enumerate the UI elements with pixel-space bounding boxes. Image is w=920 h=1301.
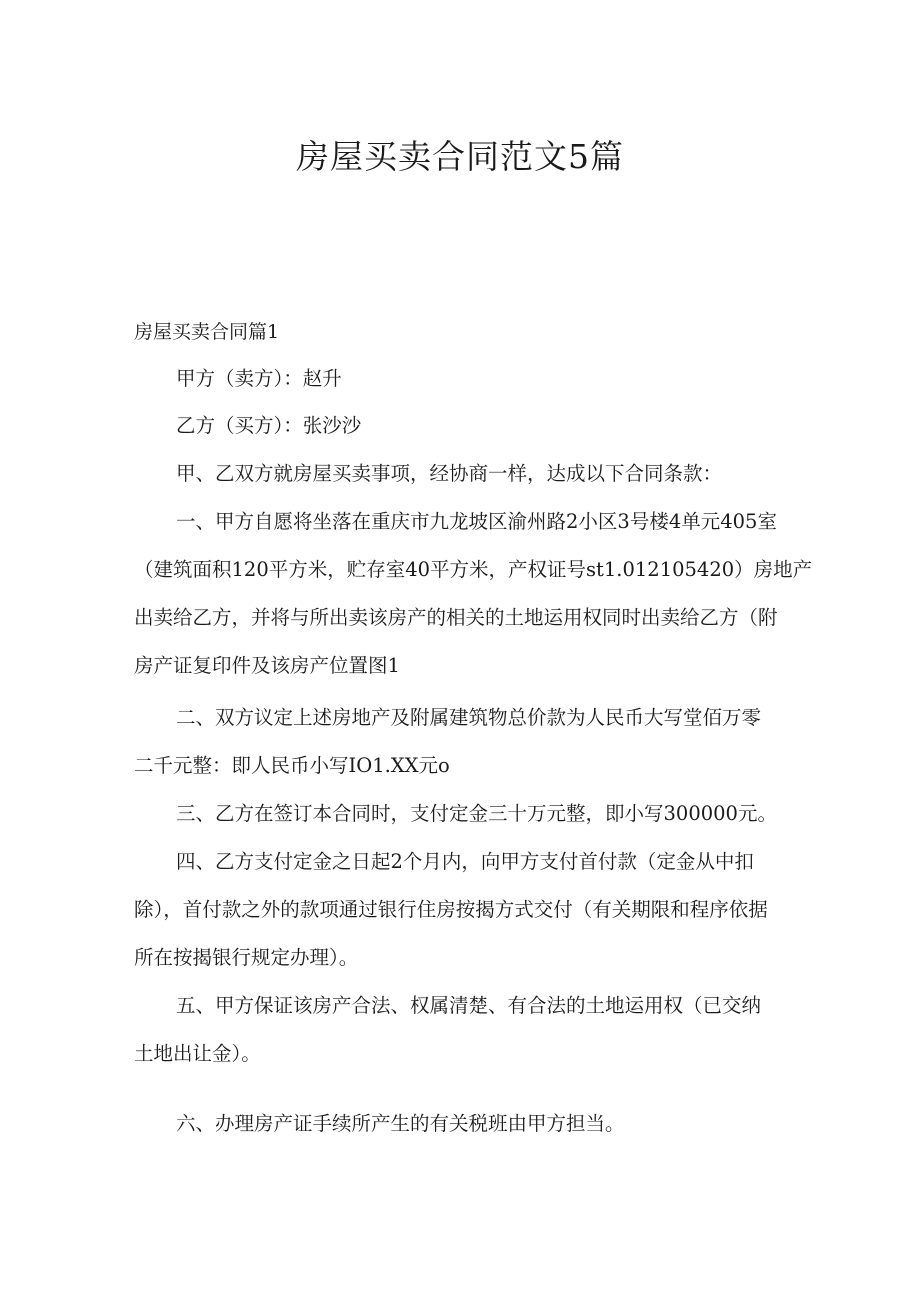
clause-4-line-2: 除），首付款之外的款项通过银行住房按揭方式交付（有关期限和程序依据 (134, 898, 768, 921)
clause-1-line-1: 一、甲方自愿将坐落在重庆市九龙坡区渝州路2小区3号楼4单元405室 (176, 510, 777, 533)
clause-3-line-1: 三、乙方在签订本合同时，支付定金三十万元整，即小写300000元。 (176, 802, 777, 825)
clause-1-line-3: 出卖给乙方，并将与所出卖该房产的相关的土地运用权同时出卖给乙方（附 (134, 606, 778, 629)
clause-5-line-2: 土地出让金）。 (134, 1042, 261, 1065)
clause-4-line-1: 四、乙方支付定金之日起2个月内，向甲方支付首付款（定金从中扣 (176, 850, 754, 873)
document-title: 房屋买卖合同范文5篇 (296, 137, 624, 176)
section-heading: 房屋买卖合同篇1 (134, 321, 280, 343)
clause-4-line-3: 所在按揭银行规定办理）。 (134, 946, 359, 969)
clause-1-line-4: 房产证复印件及该房产位置图1 (134, 654, 400, 677)
party-b-line: 乙方（买方）：张沙沙 (176, 414, 362, 437)
clause-2-line-1: 二、双方议定上述房地产及附属建筑物总价款为人民币大写堂佰万零 (176, 706, 762, 729)
party-a-line: 甲方（卖方）：赵升 (176, 367, 342, 390)
clause-5-line-1: 五、甲方保证该房产合法、权属清楚、有合法的土地运用权（已交纳 (176, 994, 762, 1017)
clause-1-line-2: （建筑面积120平方米，贮存室40平方米，产权证号st1.012105420）房地产 (134, 558, 813, 581)
clause-2-line-2: 二千元整：即人民币小写IO1.XX元o (134, 754, 450, 777)
intro-paragraph: 甲、乙双方就房屋买卖事项，经协商一样，达成以下合同条款： (176, 462, 723, 485)
clause-6-line-1: 六、办理房产证手续所产生的有关税班由甲方担当。 (176, 1112, 625, 1135)
